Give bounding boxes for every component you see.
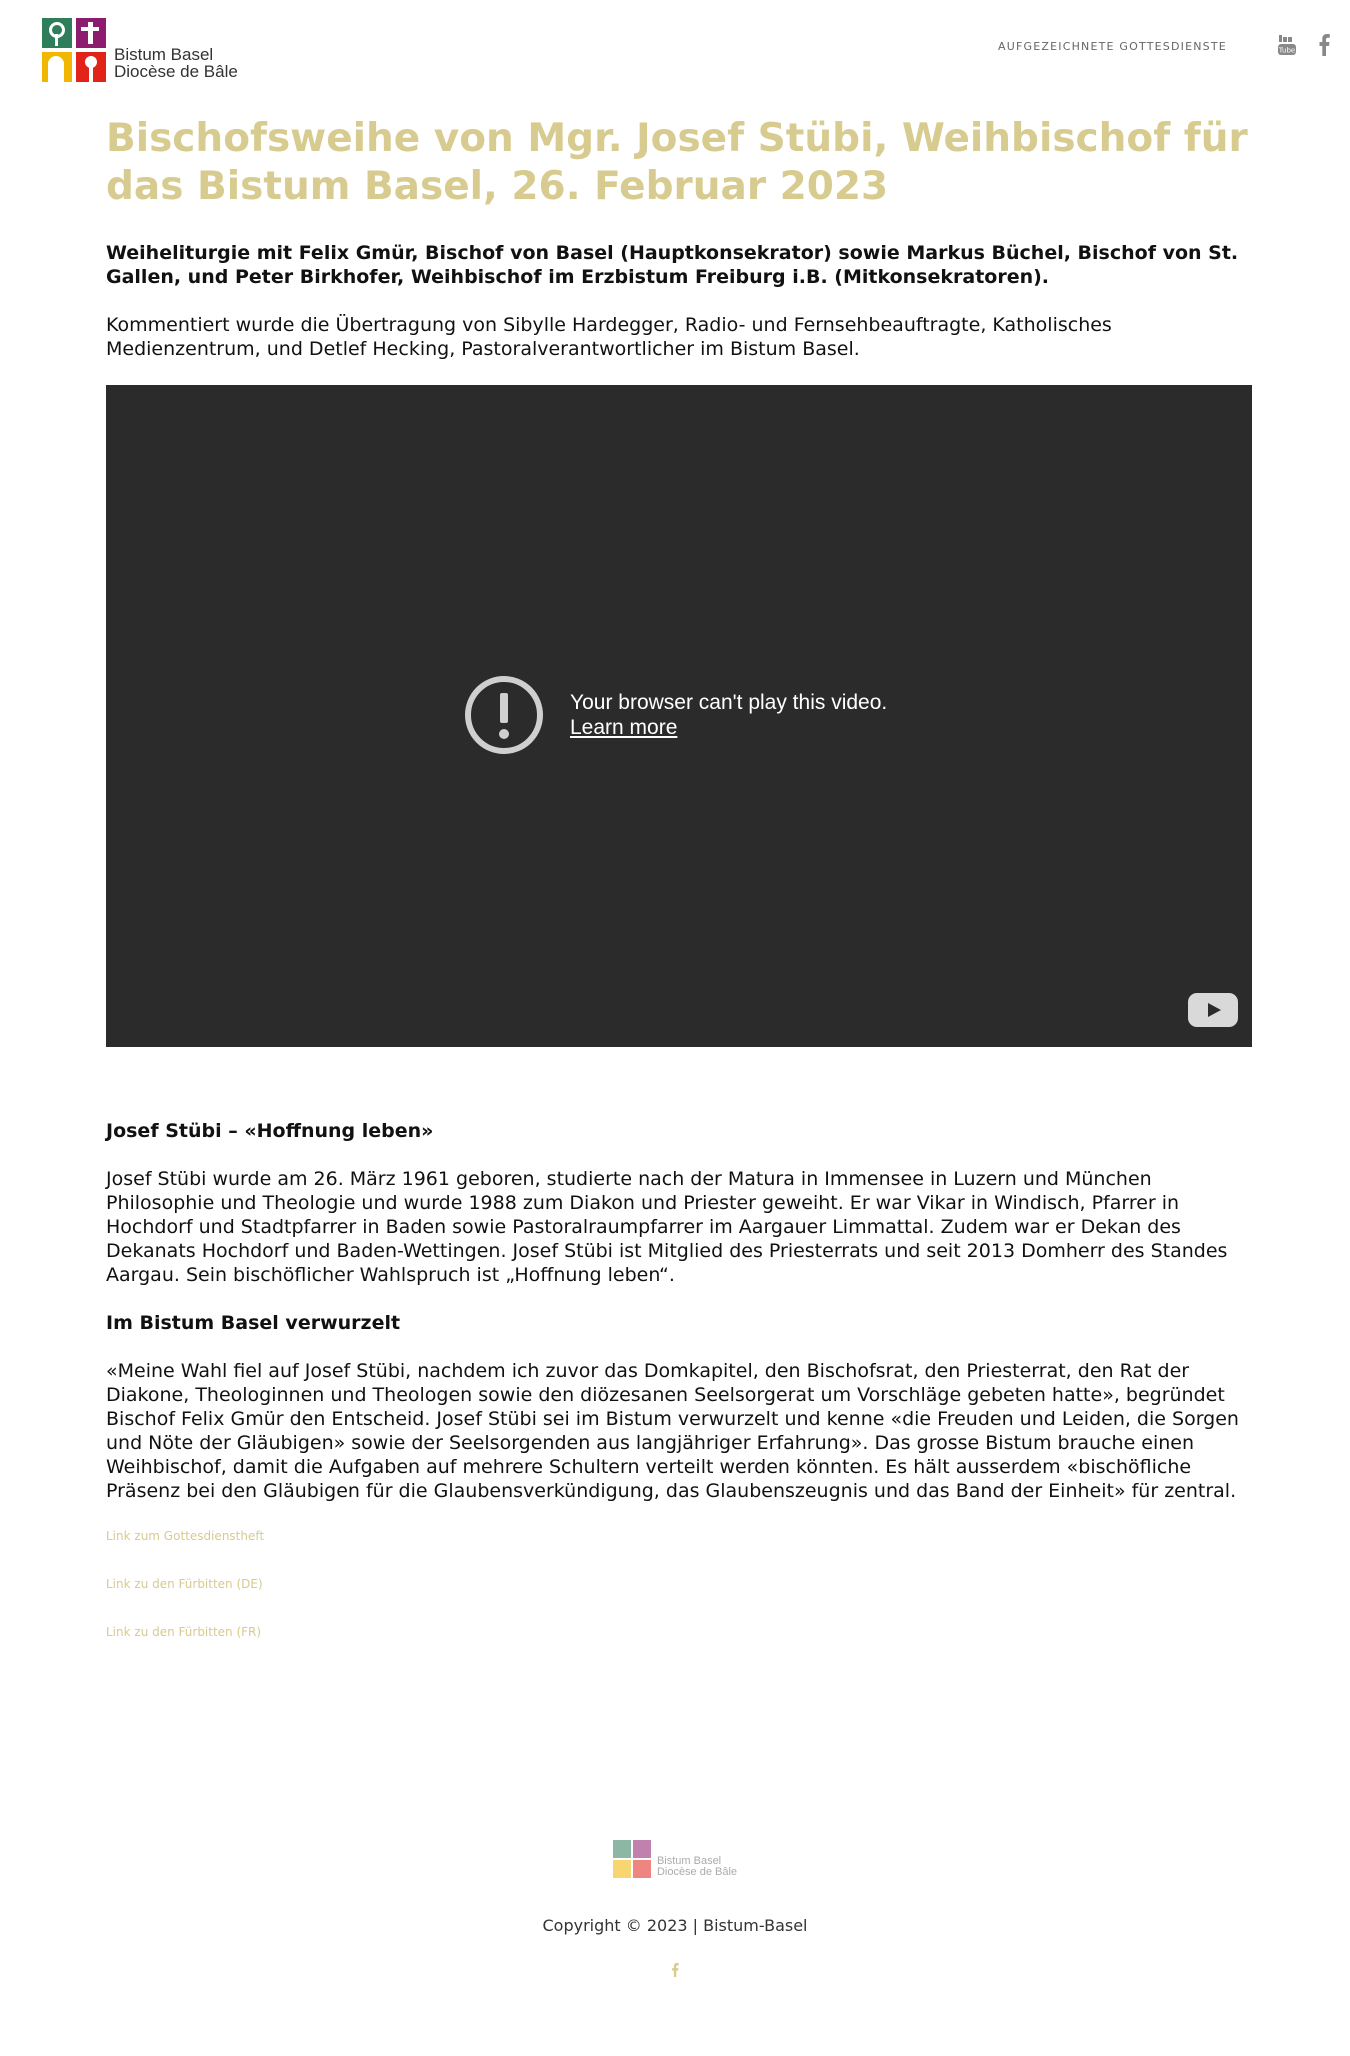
warning-icon bbox=[464, 675, 544, 755]
footer-logo-text bbox=[657, 1856, 737, 1878]
logo-quadrant-green bbox=[42, 18, 72, 48]
article-lead: Weiheliturgie mit Felix Gmür, Bischof von Basel (Hauptkonsekrator) sowie Markus Büchel, Bischof von St. Gallen, und Peter Birkhofer, Weihbischof im Erzbistum Freiburg i.B. (Mitkonsekratoren). bbox=[106, 242, 1239, 288]
logo-line-2: Diocèse de Bâle bbox=[114, 62, 238, 81]
logo-quadrant-red bbox=[76, 52, 106, 82]
facebook-icon[interactable] bbox=[1318, 34, 1330, 56]
logo-line-1: Bistum Basel bbox=[114, 45, 214, 64]
site-header bbox=[0, 0, 1350, 100]
footer-logo[interactable] bbox=[613, 1840, 737, 1878]
page-title: Bischofsweihe von Mgr. Josef Stübi, Weihbischof für das Bistum Basel, 26. Februar 2023 bbox=[106, 116, 1248, 209]
section-heading-hoffnung: Josef Stübi – «Hoffnung leben» bbox=[106, 1120, 434, 1142]
link-gottesdienstheft[interactable]: Link zum Gottesdienstheft bbox=[106, 1529, 265, 1543]
svg-text:Tube: Tube bbox=[1278, 46, 1296, 55]
learn-more-link[interactable]: Learn more bbox=[570, 716, 678, 739]
footer-logo-mark bbox=[613, 1840, 651, 1878]
video-error-label: Your browser can't play this video. bbox=[570, 691, 888, 714]
article-intro: Kommentiert wurde die Übertragung von Sibylle Hardegger, Radio- und Fernsehbeauftragte, Katholisches Medienzentrum, und Detlef Hecking, Pastoralverantwortlicher im Bistum Basel. bbox=[106, 314, 1112, 360]
footer-logo-quadrant-red bbox=[633, 1860, 651, 1878]
link-fuerbitten-fr[interactable]: Link zu den Fürbitten (FR) bbox=[106, 1625, 262, 1639]
link-fuerbitten-de[interactable]: Link zu den Fürbitten (DE) bbox=[106, 1577, 263, 1591]
footer-logo-line-1: Bistum Basel bbox=[656, 1855, 722, 1867]
logo-quadrant-yellow bbox=[42, 52, 72, 82]
logo-quadrant-purple bbox=[76, 18, 106, 48]
logo-text bbox=[114, 46, 238, 80]
youtube-logo-icon[interactable] bbox=[1188, 993, 1238, 1027]
article bbox=[106, 115, 1252, 1641]
youtube-icon[interactable] bbox=[1278, 34, 1296, 56]
biography-section bbox=[106, 1119, 1252, 1503]
site-footer bbox=[0, 1840, 1350, 1977]
copyright-text: Copyright © 2023 | Bistum-Basel bbox=[542, 1916, 808, 1935]
video-error-message bbox=[464, 675, 887, 755]
logo-mark bbox=[42, 18, 106, 82]
section-text-biography: Josef Stübi wurde am 26. März 1961 geboren, studierte nach der Matura in Immensee in Luzern und München Philosophie und Theologie und wurde 1988 zum Diakon und Priester geweiht. Er war Vikar in Windisch, Pfarrer in Hochdorf und Stadtpfarrer in Baden sowie Pastoralraumpfarrer im Aargauer Limmattal. Zudem war er Dekan des Dekanats Hochdorf und Baden-Wettingen. Josef Stübi ist Mitglied des Priesterrats und seit 2013 Domherr des Standes Aargau. Sein bischöflicher Wahlspruch ist „Hoffnung leben“. bbox=[106, 1168, 1228, 1286]
video-error-text bbox=[570, 690, 887, 740]
video-player[interactable] bbox=[106, 385, 1252, 1047]
section-heading-verwurzelt: Im Bistum Basel verwurzelt bbox=[106, 1312, 401, 1334]
section-text-verwurzelt: «Meine Wahl fiel auf Josef Stübi, nachdem ich zuvor das Domkapitel, den Bischofsrat, den Priesterrat, den Rat der Diakone, Theologinnen und Theologen sowie den diözesanen Seelsorgerat um Vorschläge gebeten hatte», begründet Bischof Felix Gmür den Entscheid. Josef Stübi sei im Bistum verwurzelt und kenne «die Freuden und Leiden, die Sorgen und Nöte der Gläubigen» sowie der Seelsorgenden aus langjähriger Erfahrung». Das grosse Bistum brauche einen Weihbischof, damit die Aufgaben auf mehrere Schultern verteilt werden könnten. Es hält ausserdem «bischöfliche Präsenz bei den Gläubigen für die Glaubensverkündigung, das Glaubenszeugnis und das Band der Einheit» für zentral. bbox=[106, 1360, 1239, 1502]
site-logo[interactable] bbox=[42, 18, 238, 82]
footer-facebook-icon[interactable] bbox=[671, 1963, 679, 1977]
footer-logo-quadrant-purple bbox=[633, 1840, 651, 1858]
nav-aufgezeichnete-gottesdienste[interactable]: AUFGEZEICHNETE GOTTESDIENSTE bbox=[998, 40, 1227, 53]
footer-logo-line-2: Diocèse de Bâle bbox=[656, 1866, 738, 1878]
footer-logo-quadrant-yellow bbox=[613, 1860, 631, 1878]
footer-logo-quadrant-green bbox=[613, 1840, 631, 1858]
